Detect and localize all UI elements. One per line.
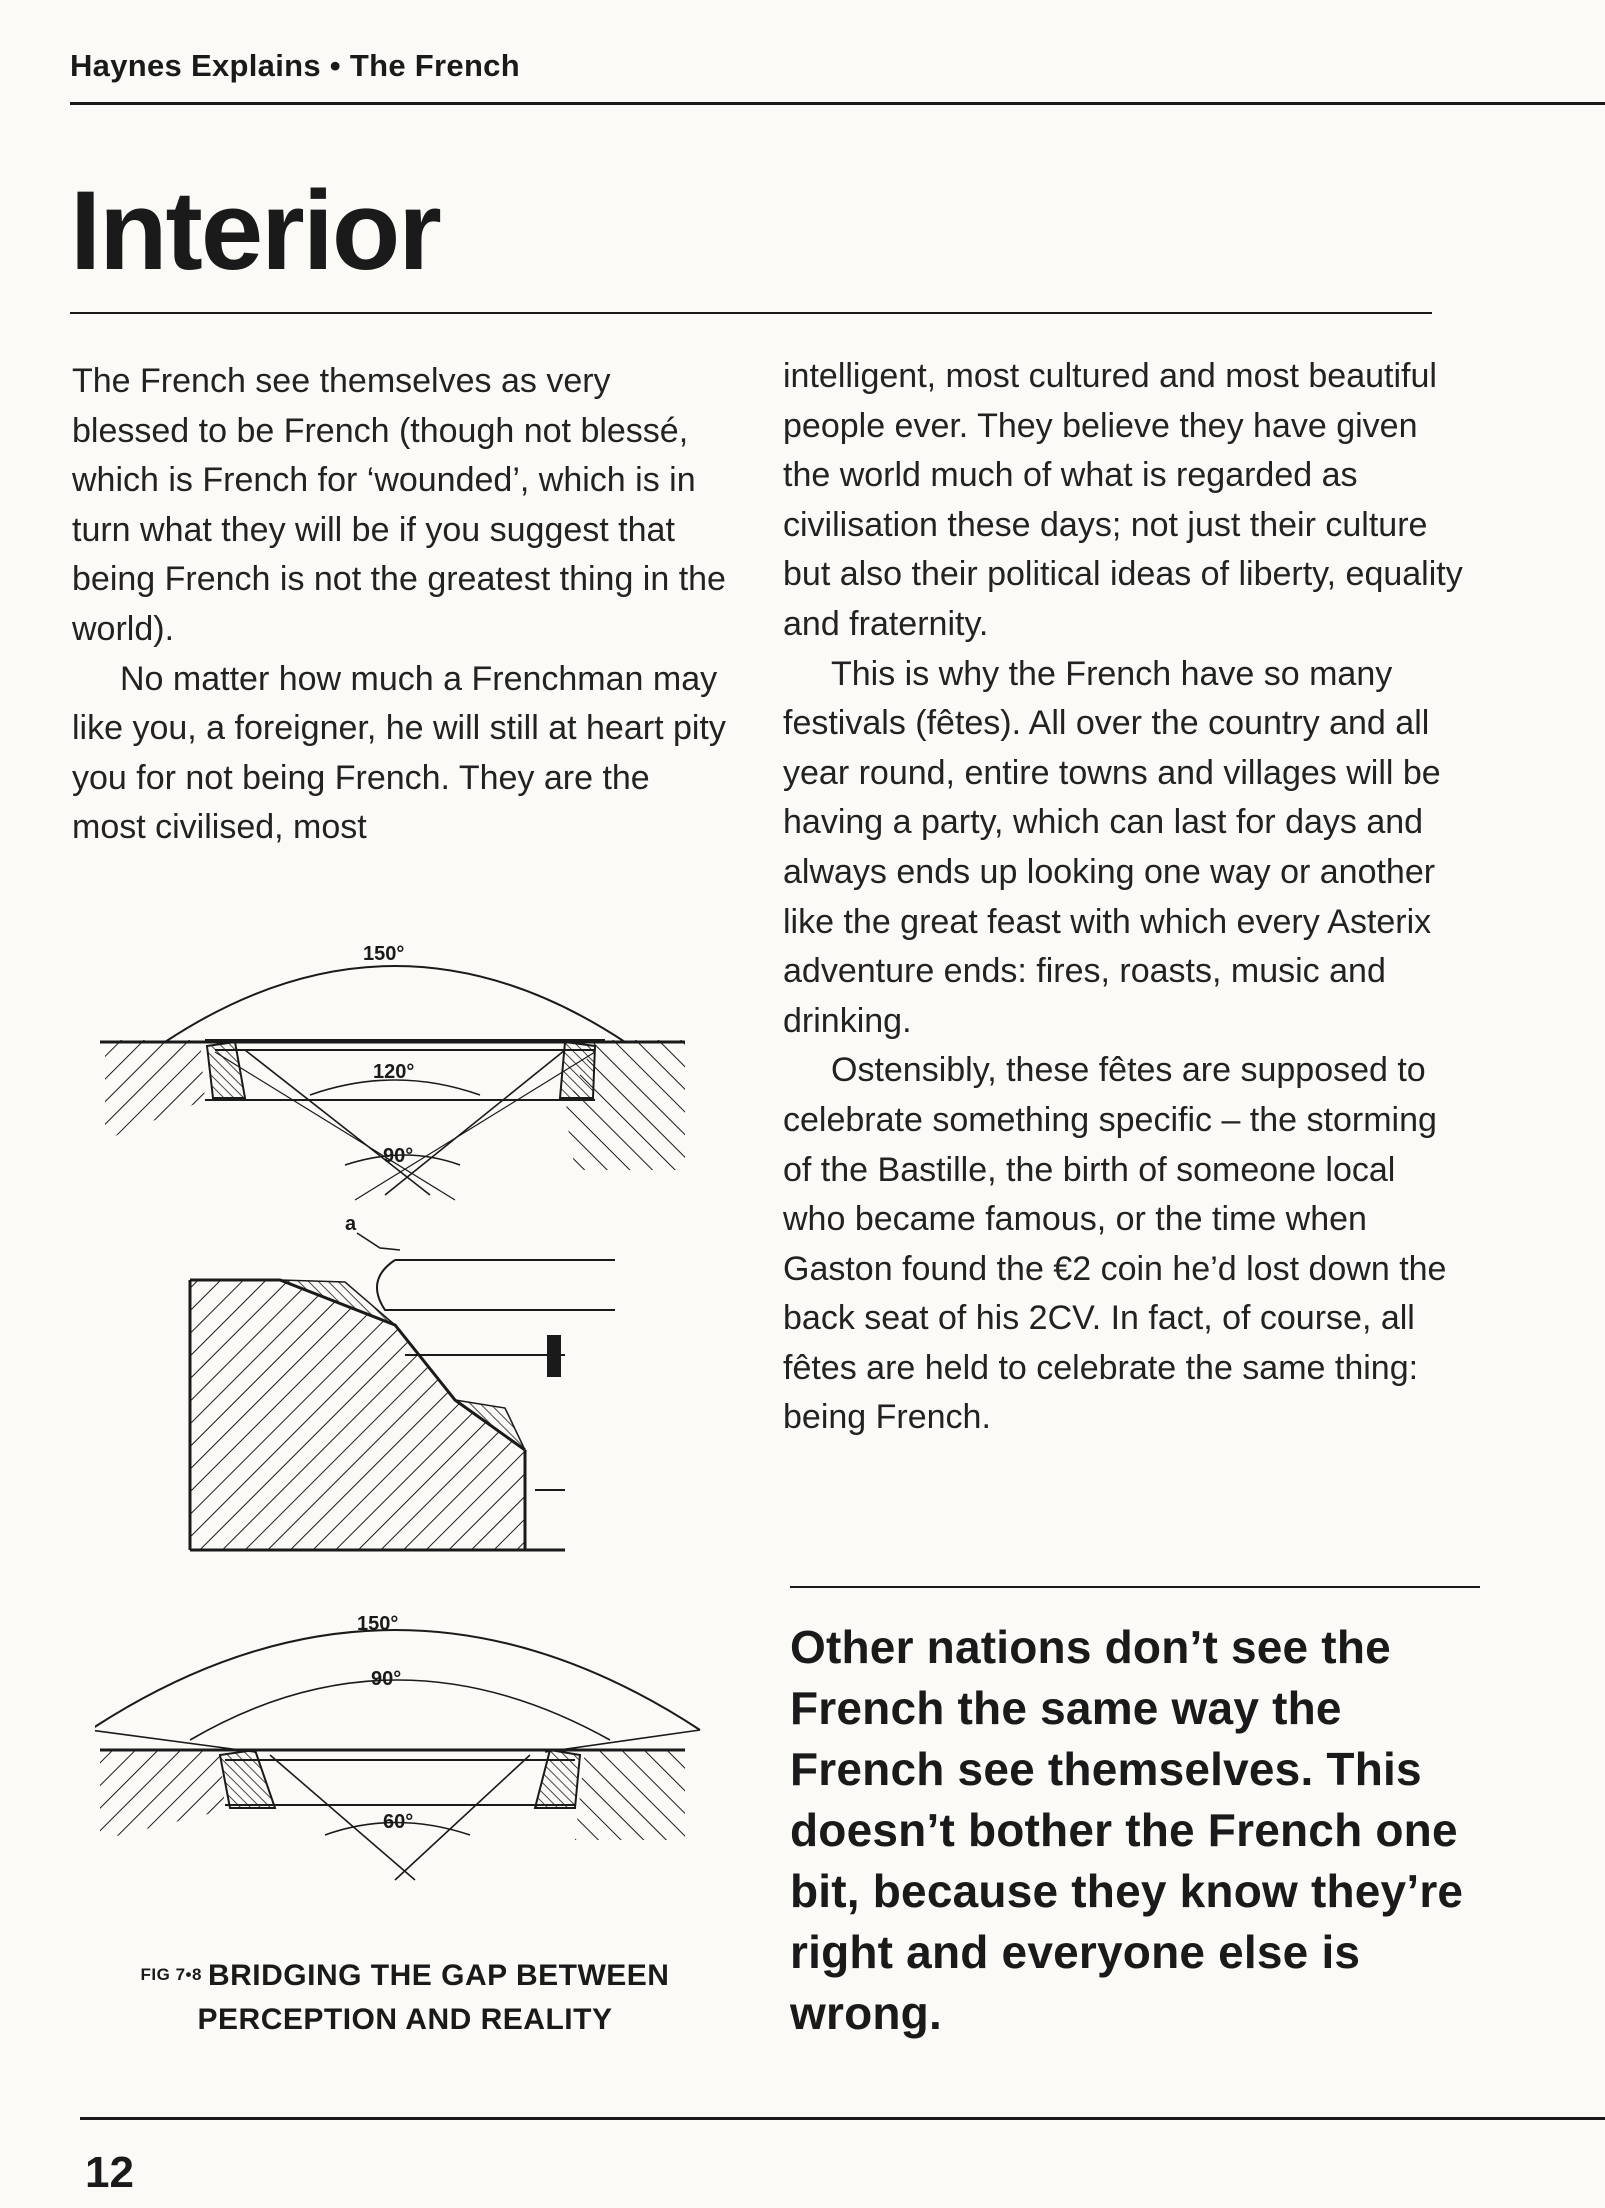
footer-rule	[80, 2117, 1605, 2120]
figure-number: FIG 7•8	[140, 1965, 202, 1984]
top-diagram	[100, 943, 685, 1200]
bottom-outer-angle: 150°	[357, 1613, 399, 1635]
paragraph-3: This is why the French have so many festivals (fêtes). All over the country and all year round, entire towns and villages will be having a party, which can last for days and always ends up looking one way or another like the great feast with which every Asterix adventure ends: fires, roasts, music and drinking.	[783, 654, 1441, 1040]
top-outer-angle: 150°	[363, 943, 405, 965]
valve-seat-figure	[95, 930, 715, 1890]
caption-line-1: BRIDGING THE GAP BETWEEN	[207, 1959, 670, 1992]
middle-diagram	[190, 1213, 615, 1550]
valve-seat-diagram	[95, 930, 715, 1890]
paragraph-1: The French see themselves as very blessed to be French (though not blessé, which is French for ‘wounded’, which is in turn what they will be if you suggest that being French is not the greatest thing in the world).	[72, 362, 726, 648]
pull-quote: Other nations don’t see the French the same way the French see themselves. This doesn’t bother the French one bit, because they know they’re right and everyone else is wrong.	[790, 1621, 1464, 2039]
pull-quote-rule	[790, 1586, 1480, 1588]
page-title: Interior	[70, 168, 440, 293]
page-number: 12	[85, 2148, 134, 2197]
right-column	[783, 352, 1463, 1443]
bottom-diagram	[95, 1613, 700, 1880]
top-inner-angle: 120°	[373, 1061, 415, 1083]
figure-caption	[100, 1953, 710, 2042]
top-lower-angle: 90°	[383, 1145, 414, 1167]
caption-line-2: PERCEPTION AND REALITY	[197, 2003, 613, 2036]
paragraph-2-start: No matter how much a Frenchman may like you, a foreigner, he will still at heart pity you for not being French. They are the most civilised, most	[72, 659, 726, 847]
title-rule	[70, 312, 1432, 314]
middle-pointer-label: a	[345, 1213, 357, 1235]
paragraph-2-continued: intelligent, most cultured and most beautiful people ever. They believe they have given the world much of what is regarded as civilisation these days; not just their culture but also their political ideas of liberty, equality and fraternity.	[783, 357, 1463, 643]
left-column	[72, 357, 732, 853]
bottom-lower-angle: 60°	[383, 1811, 414, 1833]
paragraph-4: Ostensibly, these fêtes are supposed to celebrate something specific – the storming of the Bastille, the birth of someone local who became famous, or the time when Gaston found the €2 coin he’d lost down the back seat of his 2CV. In fact, of course, all fêtes are held to celebrate the same thing: being French.	[783, 1051, 1447, 1437]
header-rule	[70, 102, 1605, 105]
bottom-inner-angle: 90°	[371, 1668, 402, 1690]
running-head: Haynes Explains • The French	[70, 48, 520, 83]
